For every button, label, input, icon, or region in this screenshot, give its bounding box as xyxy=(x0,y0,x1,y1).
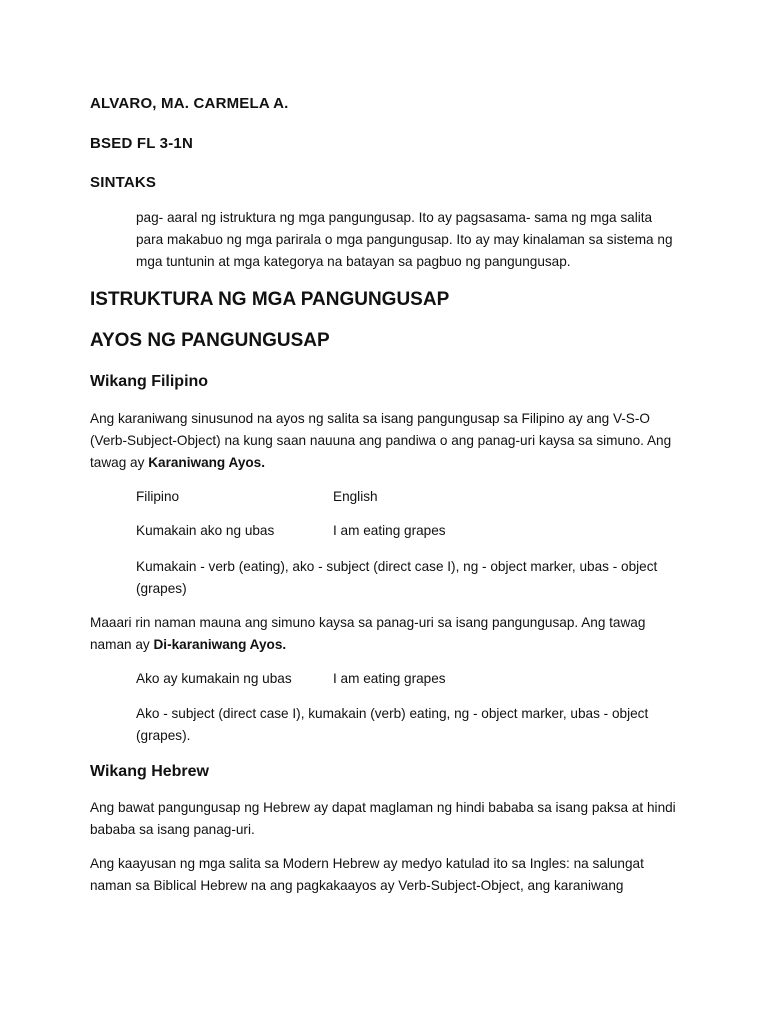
definition-paragraph: pag- aaral ng istruktura ng mga pangungusap. Ito ay pagsasama- sama ng mga salita para makabuo ng mga parirala o mga pangungusap. Ito ay may kinalaman sa sistema ng mga tuntunin at mga kategorya na batayan sa pagbuo ng pangungusap. xyxy=(136,210,673,269)
example-2-english: I am eating grapes xyxy=(333,671,446,686)
example-row-1 xyxy=(136,520,446,542)
di-karaniwang-ayos-term: Di-karaniwang Ayos. xyxy=(153,637,287,652)
filipino-paragraph-2 xyxy=(90,612,660,656)
karaniwang-ayos-term: Karaniwang Ayos. xyxy=(148,455,266,470)
example-1-english: I am eating grapes xyxy=(333,523,446,538)
example-table-header xyxy=(136,486,378,508)
heading-order: AYOS NG PANGUNGUSAP xyxy=(90,330,330,351)
topic-title: SINTAKS xyxy=(90,174,157,191)
filipino-paragraph-2-text: Maaari rin naman mauna ang simuno kaysa sa panag-uri sa isang pangungusap. Ang tawag naman ay xyxy=(90,615,646,652)
heading-structure: ISTRUKTURA NG MGA PANGUNGUSAP xyxy=(90,289,450,310)
example-2-gloss: Ako - subject (direct case I), kumakain (verb) eating, ng - object marker, ubas - object (grapes). xyxy=(136,706,649,743)
example-row-2 xyxy=(136,668,446,690)
hebrew-paragraph-2: Ang kaayusan ng mga salita sa Modern Hebrew ay medyo katulad ito sa Ingles: na salungat naman sa Biblical Hebrew na ang pagkakaayos ay Verb-Subject-Object, ang karaniwang xyxy=(90,856,644,893)
filipino-paragraph-1 xyxy=(90,408,680,474)
hebrew-paragraph-1: Ang bawat pangungusap ng Hebrew ay dapat maglaman ng hindi bababa sa isang paksa at hindi bababa sa isang panag-uri. xyxy=(90,800,676,837)
example-2-filipino: Ako ay kumakain ng ubas xyxy=(136,671,292,686)
example-1-filipino: Kumakain ako ng ubas xyxy=(136,523,275,538)
student-name: ALVARO, MA. CARMELA A. xyxy=(90,95,289,112)
example-1-gloss: Kumakain - verb (eating), ako - subject (direct case I), ng - object marker, ubas - object (grapes) xyxy=(136,559,658,596)
column-filipino-label: Filipino xyxy=(136,489,180,504)
filipino-paragraph-1-text: Ang karaniwang sinusunod na ayos ng salita sa isang pangungusap sa Filipino ay ang V-S-O (Verb-Subject-Object) na kung saan nauuna ang pandiwa o ang panag-uri kaysa sa simuno. Ang tawag ay xyxy=(90,411,672,470)
course-section: BSED FL 3-1N xyxy=(90,135,193,152)
heading-filipino: Wikang Filipino xyxy=(90,373,209,390)
column-english-label: English xyxy=(333,489,378,504)
heading-hebrew: Wikang Hebrew xyxy=(90,763,209,780)
